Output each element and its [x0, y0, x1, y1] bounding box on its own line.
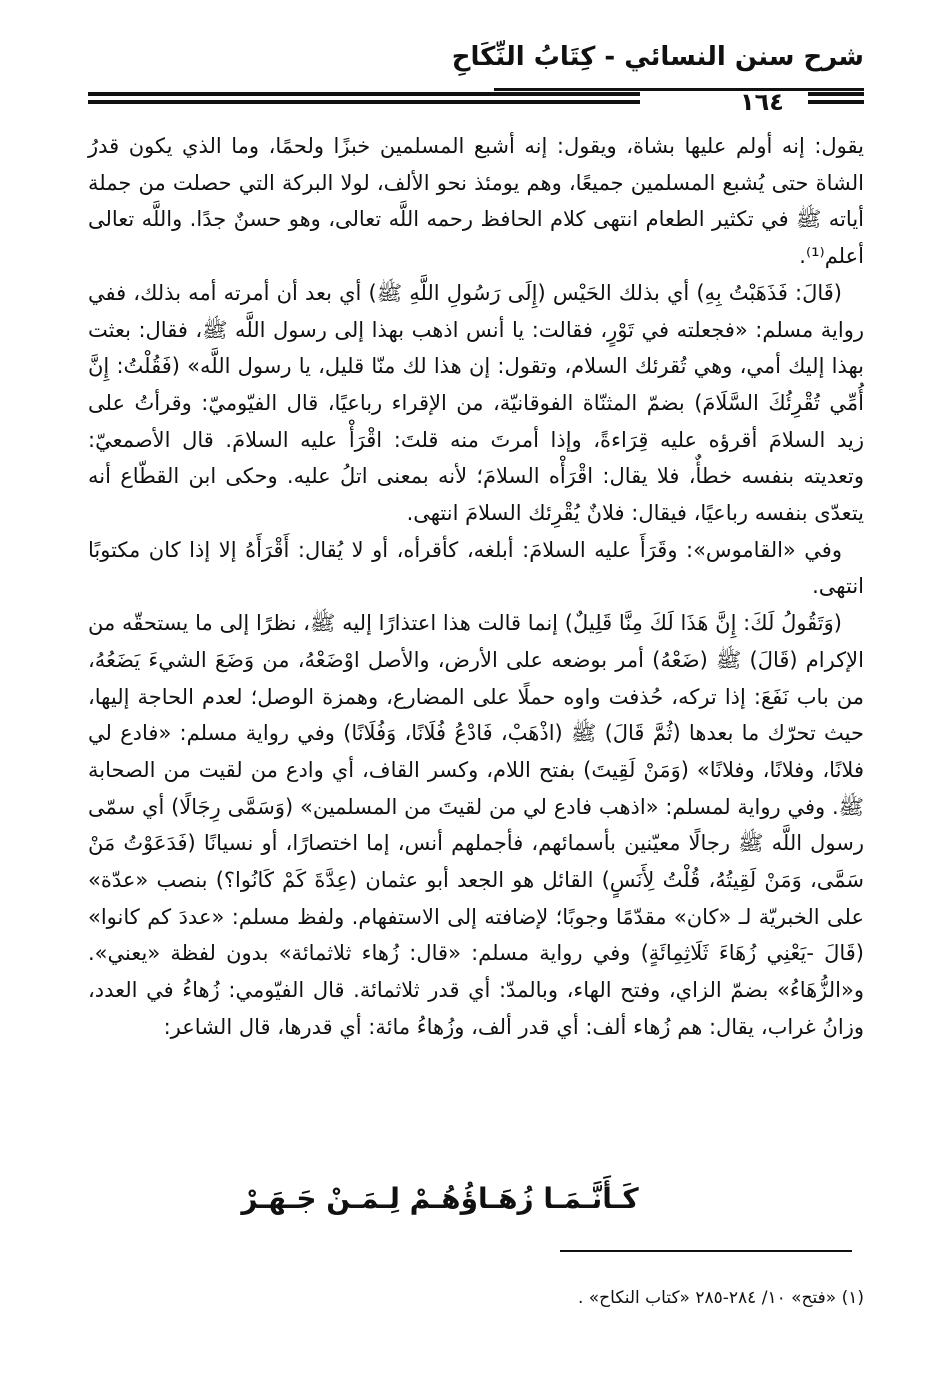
paragraph-2: (قَالَ: فَذَهَبْتُ بِهِ) أي بذلك الحَيْس (إِلَى رَسُولِ اللَّهِ ﷺ) أي بعد أن أمرته أمه بذلك، ففي رواية مسلم: «فجعلته في تَوْرٍ، فقالت: يا أنس اذهب بهذا إلى رسول اللَّه ﷺ، فقال: بعثت بهذا إليك أمي، وهي تُقرئك السلام، وتقول: إن هذا لك منّا قليل، يا رسول اللَّه» (فَقُلْتُ: إِنَّ أُمِّي تُقْرِئُكَ السَّلَامَ) بضمّ المثنّاة الفوقانيّة، من الإقراء رباعيًا، قال الفيّوميّ: وقرأتُ على زيد السلامَ أقرؤه عليه قِرَاءةً، وإذا أمرتَ منه قلتَ: اقْرَأْ عليه السلامَ. قال الأصمعيّ: وتعديته بنفسه خطأٌ، فلا يقال: اقْرَأْه السلامَ؛ لأنه بمعنى اتلُ عليه. وحكى ابن القطّاع أنه يتعدّى بنفسه رباعيًا، فيقال: فلانٌ يُقْرِئك السلامَ انتهى. — [88, 280, 864, 526]
header-rule-right — [808, 92, 864, 96]
body-text — [88, 128, 864, 1046]
header-rule-right-lower — [808, 100, 864, 104]
page-number: ١٦٤ — [740, 88, 784, 116]
header-rule-left — [88, 92, 640, 96]
paragraph-3: وفي «القاموس»: وقَرَأَ عليه السلامَ: أبلغه، كأقرأه، أو لا يُقال: أَقْرَأَهُ إلا إذا كان مكتوبًا انتهى. — [88, 537, 864, 599]
footnote-separator — [560, 1250, 852, 1252]
paragraph-4: (وَتَقُولُ لَكَ: إِنَّ هَذَا لَكَ مِنَّا قَلِيلٌ) إنما قالت هذا اعتذارًا إليه ﷺ، نظرًا إلى ما يستحقّه من الإكرام (قَالَ) ﷺ (ضَعْهُ) أمر بوضعه على الأرض، والأصل اوْضَعْهُ، من وَضَعَ الشيءَ يَضَعُهُ، من باب نَفَعَ: إذا تركه، حُذفت واوه حملًا على المضارع، وهمزة الوصل؛ لعدم الحاجة إليها، حيث تحرّك ما بعدها (ثُمَّ قَالَ) ﷺ (اذْهَبْ، فَادْعُ فُلَانًا، وَفُلَانًا) وفي رواية مسلم: «فادع لي فلانًا، وفلانًا، وفلانًا» (وَمَنْ لَقِيتَ) بفتح اللام، وكسر القاف، أي وادع من لقيت من الصحابة ﷺ. وفي رواية لمسلم: «اذهب فادع لي من لقيتَ من المسلمين» (وَسَمَّى رِجَالًا) أي سمّى رسول اللَّه ﷺ رجالًا معيّنين بأسمائهم، فأجملهم أنس، إما اختصارًا، أو نسيانًا (فَدَعَوْتُ مَنْ سَمَّى، وَمَنْ لَقِيتُهُ، قُلْتُ لِأَنَسٍ) القائل هو الجعد أبو عثمان (عِدَّةَ كَمْ كَانُوا؟) بنصب «عدّة» على الخبريّة لـ «كان» مقدّمًا وجوبًا؛ لإضافته إلى الاستفهام. ولفظ مسلم: «عددَ كم كانوا» (قَالَ -يَعْنِي زُهَاءَ ثَلَاثِمِائَةٍ) وفي رواية مسلم: «قال: زُهاء ثلاثمائة» بدون لفظة «يعني». و«الزُّهَاءُ» بضمّ الزاي، وفتح الهاء، وبالمدّ: أي قدر ثلاثمائة. قال الفيّومي: زُهاءُ في العدد، وزانُ غراب، يقال: هم زُهاء ألف: أي قدر ألف، وزُهاءُ مائة: أي قدرها، قال الشاعر: — [88, 611, 864, 1039]
paragraph-1: يقول: إنه أولم عليها بشاة، ويقول: إنه أشبع المسلمين خبزًا ولحمًا، وما الذي يكون قدرُ الشاة حتى يُشبع المسلمين جميعًا، وهم يومئذ نحو الألف، لولا البركة التي حصلت من جملة أياته ﷺ في تكثير الطعام انتهى كلام الحافظ رحمه اللَّه تعالى، وهو حسنٌ جدًا. واللَّه تعالى أعلم⁽¹⁾. — [88, 134, 864, 269]
poetry-verse: كَـأَنَّـمَـا زُهَـاؤُهُـمْ لِـمَـنْ جَـهَـرْ — [241, 1182, 639, 1215]
title-underline — [494, 88, 864, 91]
page-header — [88, 42, 864, 116]
header-rule-left-lower — [88, 100, 640, 104]
running-title: شرح سنن النسائي - كِتَابُ النِّكَاحِ — [451, 42, 864, 72]
footnote: (١) «فتح» ١٠/ ٢٨٤-٢٨٥ «كتاب النكاح» . — [577, 1288, 864, 1308]
